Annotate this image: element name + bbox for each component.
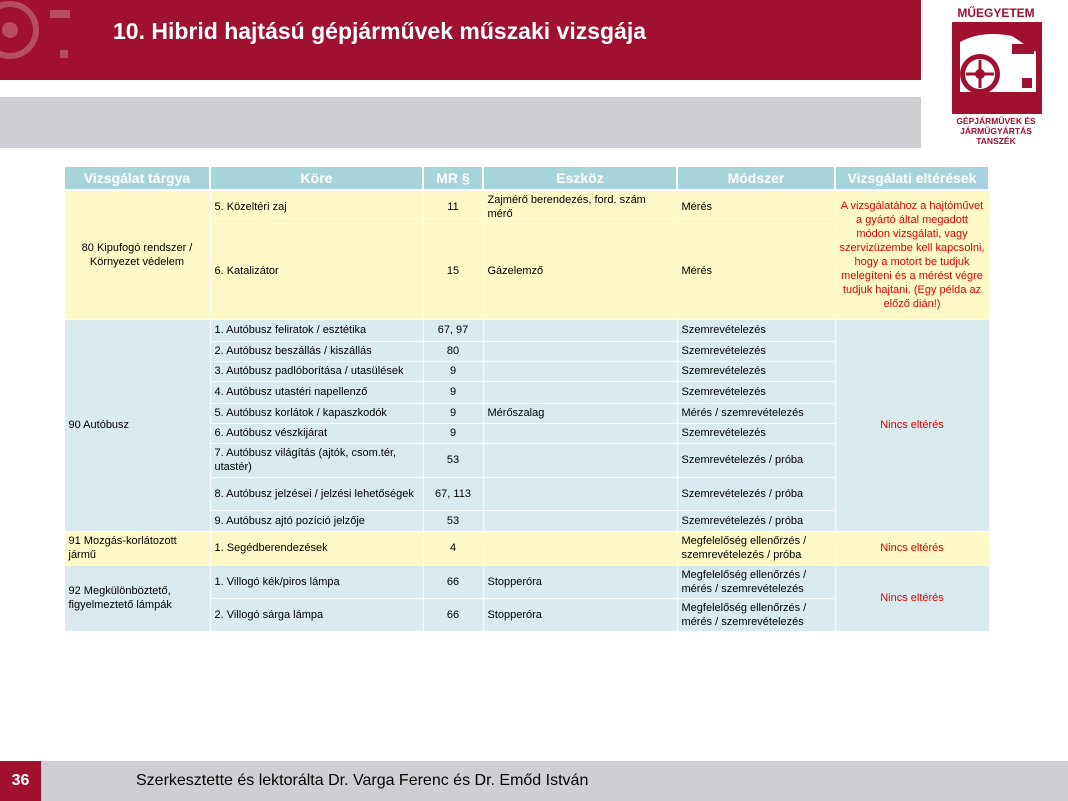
subject-cell: 92 Megkülönböztető, figyelmeztető lámpák xyxy=(64,565,210,631)
header-method: Módszer xyxy=(677,166,835,190)
mr-cell: 15 xyxy=(423,223,483,319)
scope-cell: 1. Segédberendezések xyxy=(210,531,423,565)
method-cell: Szemrevételezés / próba xyxy=(677,443,835,477)
subject-cell: 90 Autóbusz xyxy=(64,319,210,531)
scope-cell: 9. Autóbusz ajtó pozíció jelzője xyxy=(210,510,423,531)
scope-cell: 1. Villogó kék/piros lámpa xyxy=(210,565,423,598)
scope-cell: 5. Autóbusz korlátok / kapaszkodók xyxy=(210,403,423,423)
wheel-decoration-icon xyxy=(0,0,80,80)
header-scope: Köre xyxy=(210,166,423,190)
scope-cell: 7. Autóbusz világítás (ajtók, csom.tér, utastér) xyxy=(210,443,423,477)
method-cell: Mérés / szemrevételezés xyxy=(677,403,835,423)
method-cell: Mérés xyxy=(677,223,835,319)
footer-credit: Szerkesztette és lektorálta Dr. Varga Ferenc és Dr. Emőd István xyxy=(136,772,589,789)
mr-cell: 80 xyxy=(423,341,483,361)
deviation-cell: Nincs eltérés xyxy=(835,531,989,565)
page-number: 36 xyxy=(0,761,41,801)
header-tool: Eszköz xyxy=(483,166,677,190)
table-row xyxy=(64,319,989,341)
tool-cell: Stopperóra xyxy=(483,598,677,631)
header-mr: MR § xyxy=(423,166,483,190)
logo-bottom-text: GÉPJÁRMŰVEK ÉS JÁRMŰGYÁRTÁS TANSZÉK xyxy=(956,116,1036,146)
scope-cell: 5. Közeltéri zaj xyxy=(210,190,423,223)
tool-cell xyxy=(483,319,677,341)
tool-cell xyxy=(483,443,677,477)
mr-cell: 53 xyxy=(423,443,483,477)
table-header-row xyxy=(64,166,989,190)
tool-cell xyxy=(483,531,677,565)
method-cell: Szemrevételezés xyxy=(677,319,835,341)
subtitle-bar xyxy=(0,97,921,148)
university-logo xyxy=(946,0,1056,150)
tool-cell: Zajmérő berendezés, ford. szám mérő xyxy=(483,190,677,223)
tool-cell xyxy=(483,381,677,403)
mr-cell: 66 xyxy=(423,565,483,598)
slide-title: 10. Hibrid hajtású gépjárművek műszaki vizsgája xyxy=(113,18,647,44)
mr-cell: 4 xyxy=(423,531,483,565)
method-cell: Mérés xyxy=(677,190,835,223)
tool-cell xyxy=(483,423,677,443)
method-cell: Szemrevételezés xyxy=(677,341,835,361)
tool-cell: Stopperóra xyxy=(483,565,677,598)
scope-cell: 6. Katalizátor xyxy=(210,223,423,319)
car-wheel-icon xyxy=(952,22,1042,114)
method-cell: Szemrevételezés / próba xyxy=(677,477,835,510)
mr-cell: 9 xyxy=(423,423,483,443)
mr-cell: 67, 97 xyxy=(423,319,483,341)
deviation-cell: Nincs eltérés xyxy=(835,565,989,631)
method-cell: Megfelelőség ellenőrzés / szemrevételezés / próba xyxy=(677,531,835,565)
mr-cell: 53 xyxy=(423,510,483,531)
method-cell: Szemrevételezés xyxy=(677,381,835,403)
tool-cell xyxy=(483,361,677,381)
table-row xyxy=(64,190,989,223)
scope-cell: 2. Villogó sárga lámpa xyxy=(210,598,423,631)
tool-cell xyxy=(483,477,677,510)
method-cell: Szemrevételezés xyxy=(677,423,835,443)
method-cell: Megfelelőség ellenőrzés / mérés / szemrevételezés xyxy=(677,565,835,598)
mr-cell: 66 xyxy=(423,598,483,631)
logo-emblem xyxy=(952,22,1042,114)
scope-cell: 2. Autóbusz beszállás / kiszállás xyxy=(210,341,423,361)
scope-cell: 4. Autóbusz utastéri napellenző xyxy=(210,381,423,403)
method-cell: Szemrevételezés / próba xyxy=(677,510,835,531)
header-subject: Vizsgálat tárgya xyxy=(64,166,210,190)
title-bar xyxy=(0,0,921,80)
mr-cell: 11 xyxy=(423,190,483,223)
tool-cell xyxy=(483,510,677,531)
logo-top-text: MŰEGYETEM xyxy=(957,6,1035,20)
mr-cell: 9 xyxy=(423,403,483,423)
method-cell: Szemrevételezés xyxy=(677,361,835,381)
footer-bar xyxy=(0,761,1068,801)
tool-cell: Mérőszalag xyxy=(483,403,677,423)
mr-cell: 9 xyxy=(423,381,483,403)
subject-cell: 91 Mozgás-korlátozott jármű xyxy=(64,531,210,565)
scope-cell: 3. Autóbusz padlóborítása / utasülések xyxy=(210,361,423,381)
deviation-cell: Nincs eltérés xyxy=(835,319,989,531)
method-cell: Megfelelőség ellenőrzés / mérés / szemrevételezés xyxy=(677,598,835,631)
inspection-table xyxy=(63,165,990,632)
scope-cell: 1. Autóbusz feliratok / esztétika xyxy=(210,319,423,341)
mr-cell: 67, 113 xyxy=(423,477,483,510)
tool-cell xyxy=(483,341,677,361)
scope-cell: 6. Autóbusz vészkijárat xyxy=(210,423,423,443)
table-row xyxy=(64,565,989,598)
subject-cell: 80 Kipufogó rendszer / Környezet védelem xyxy=(64,190,210,319)
scope-cell: 8. Autóbusz jelzései / jelzési lehetőségek xyxy=(210,477,423,510)
tool-cell: Gázelemző xyxy=(483,223,677,319)
header-deviation: Vizsgálati eltérések xyxy=(835,166,989,190)
mr-cell: 9 xyxy=(423,361,483,381)
table-row xyxy=(64,531,989,565)
deviation-cell: A vizsgálatához a hajtóművet a gyártó által megadott módon vizsgálati, vagy szervizüzembe kell kapcsolni, hogy a motort be tudjuk melegíteni és a mérést végre tudjuk hajtani. (Egy példa az előző dián!) xyxy=(835,190,989,319)
